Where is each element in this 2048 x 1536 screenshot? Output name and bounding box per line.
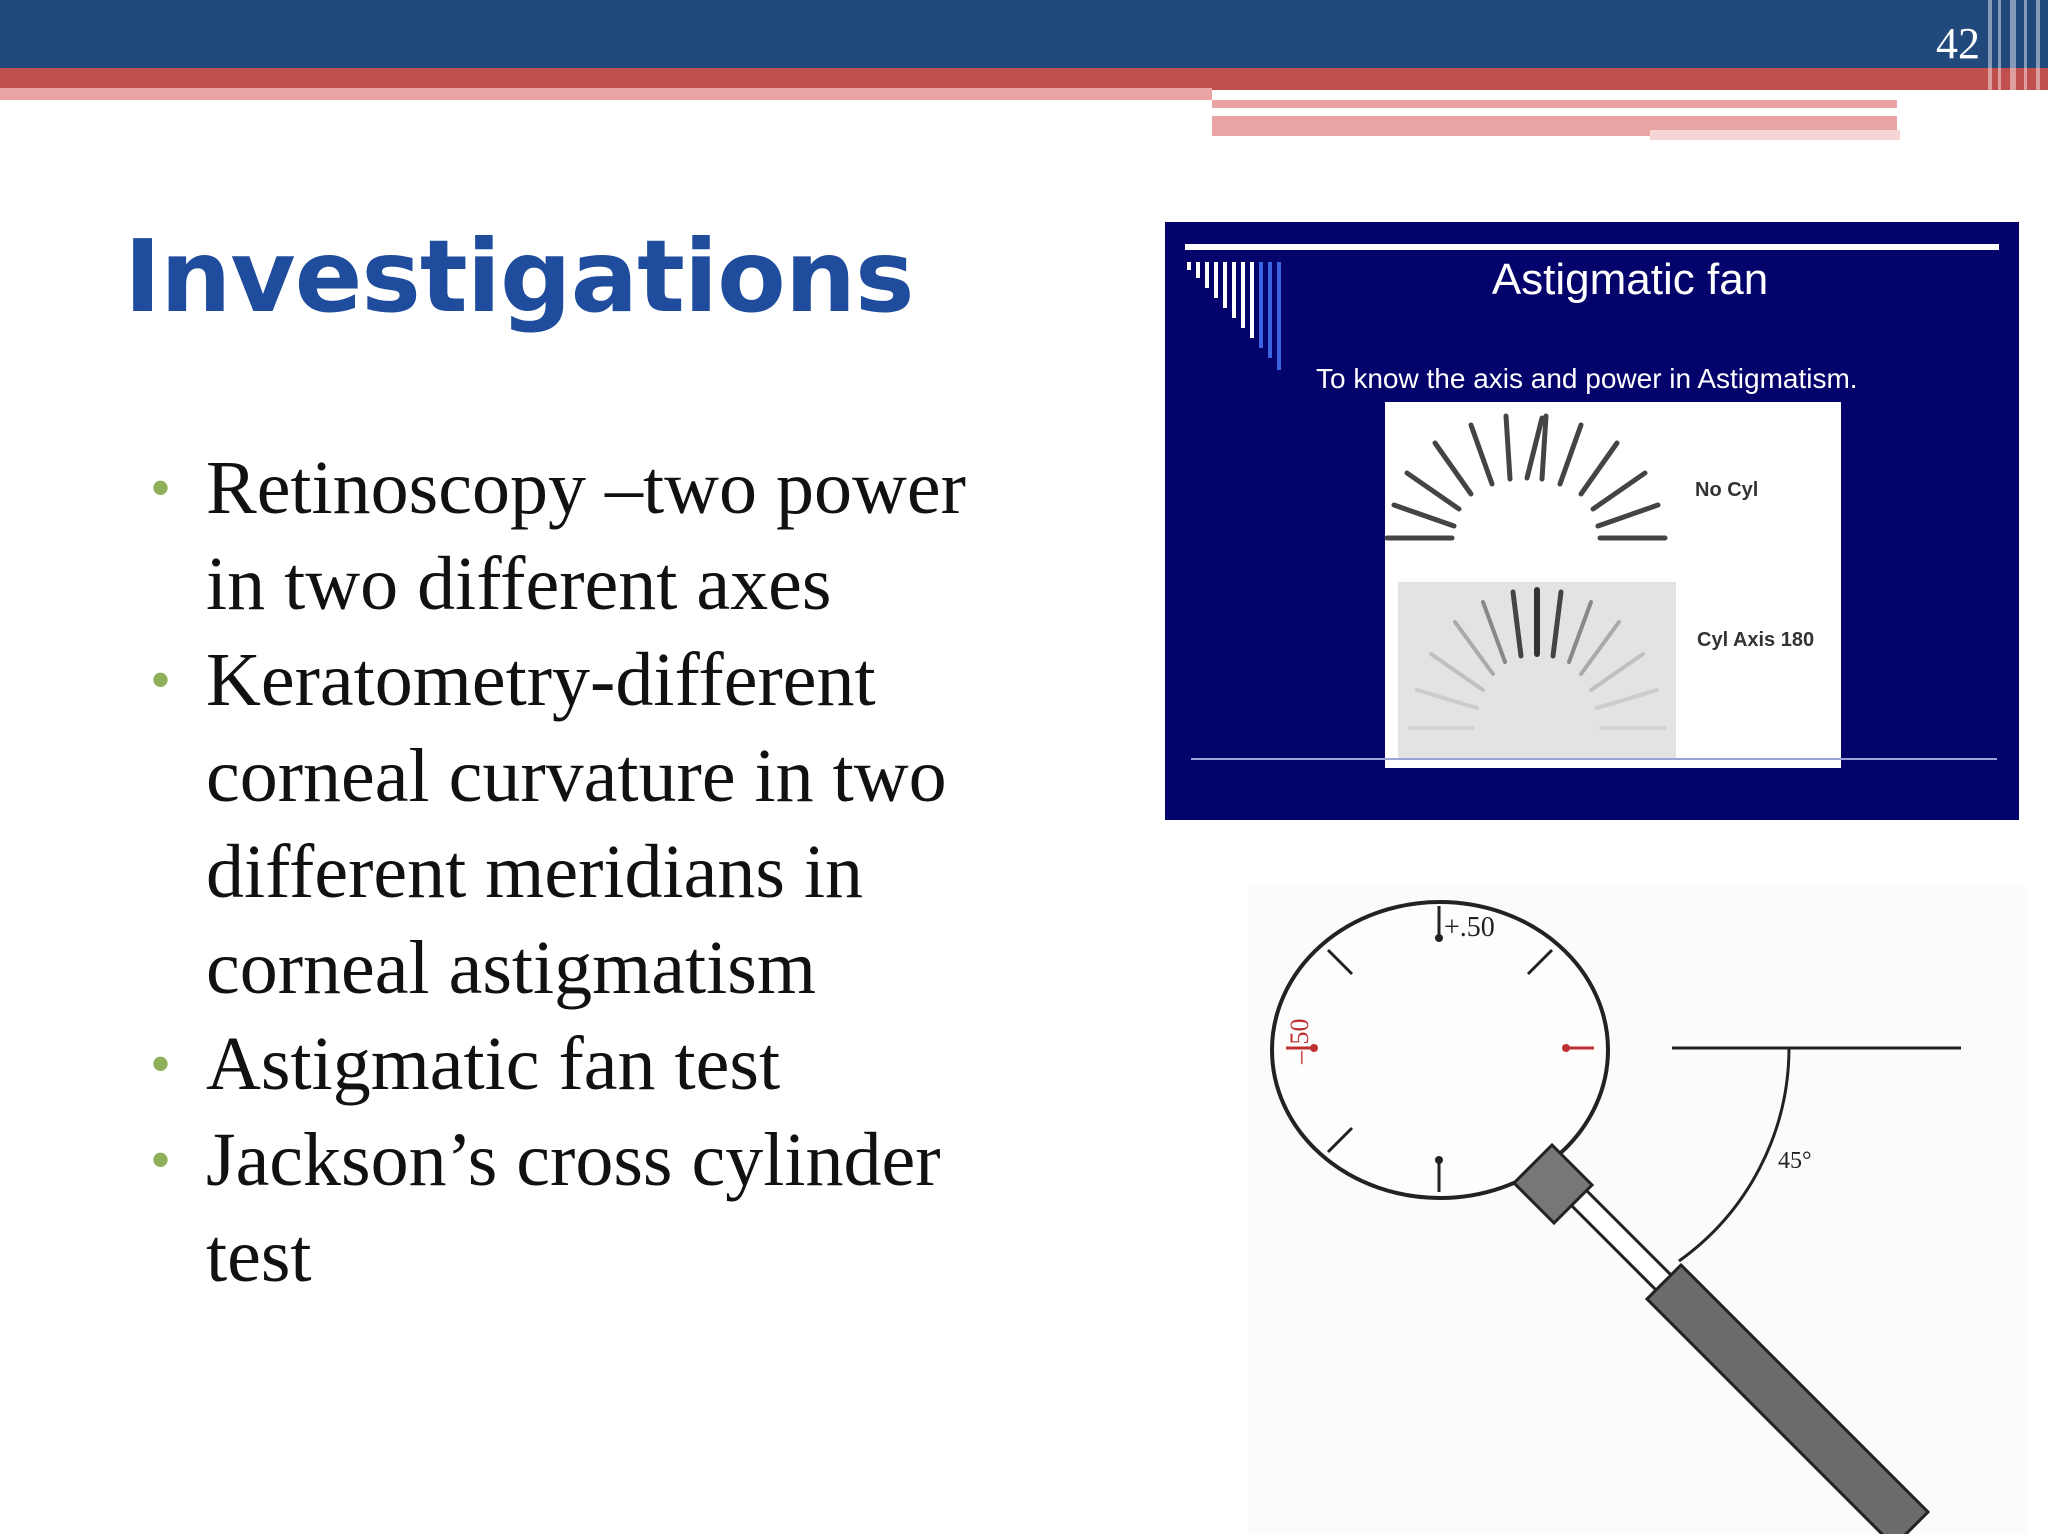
- bullet-line: Retinoscopy –two power: [206, 446, 966, 530]
- bullet-line: test: [206, 1214, 312, 1298]
- cross-cylinder-diagram: [1248, 886, 2028, 1534]
- bullet-line: corneal curvature in two: [206, 734, 947, 818]
- bullet-astigmatic-fan: [150, 1016, 1110, 1112]
- astigmatic-fan-image: [1165, 222, 2019, 820]
- slide-title: Investigations: [124, 218, 914, 335]
- bullet-cross-cylinder: [150, 1112, 1110, 1304]
- bullet-line: Keratometry-different: [206, 638, 876, 722]
- page-number: 42: [1936, 19, 1980, 68]
- bullet-line: Astigmatic fan test: [206, 1022, 781, 1106]
- bullet-dot-icon: •: [150, 455, 172, 521]
- bullet-line: different meridians in: [206, 830, 864, 914]
- fan-panel-subtitle: To know the axis and power in Astigmatism.: [1316, 363, 1858, 394]
- bullet-line: Jackson’s cross cylinder: [206, 1118, 941, 1202]
- cyl-axis-label: Cyl Axis 180: [1697, 629, 1815, 651]
- bullet-retinoscopy: [150, 440, 1110, 632]
- angle-label: 45°: [1778, 1148, 1812, 1174]
- top-banner: [0, 0, 2048, 140]
- bullet-list: [150, 440, 1110, 1304]
- bullet-dot-icon: •: [150, 647, 172, 713]
- fan-panel-title: Astigmatic fan: [1491, 255, 1769, 304]
- minus-power-label: –.50: [1285, 1018, 1314, 1064]
- bullet-line: corneal astigmatism: [206, 926, 816, 1010]
- bullet-keratometry: [150, 632, 1110, 1016]
- bullet-dot-icon: •: [150, 1031, 172, 1097]
- bullet-line: in two different axes: [206, 542, 832, 626]
- bullet-dot-icon: •: [150, 1127, 172, 1193]
- no-cyl-label: No Cyl: [1695, 479, 1759, 501]
- plus-power-label: +.50: [1444, 912, 1495, 943]
